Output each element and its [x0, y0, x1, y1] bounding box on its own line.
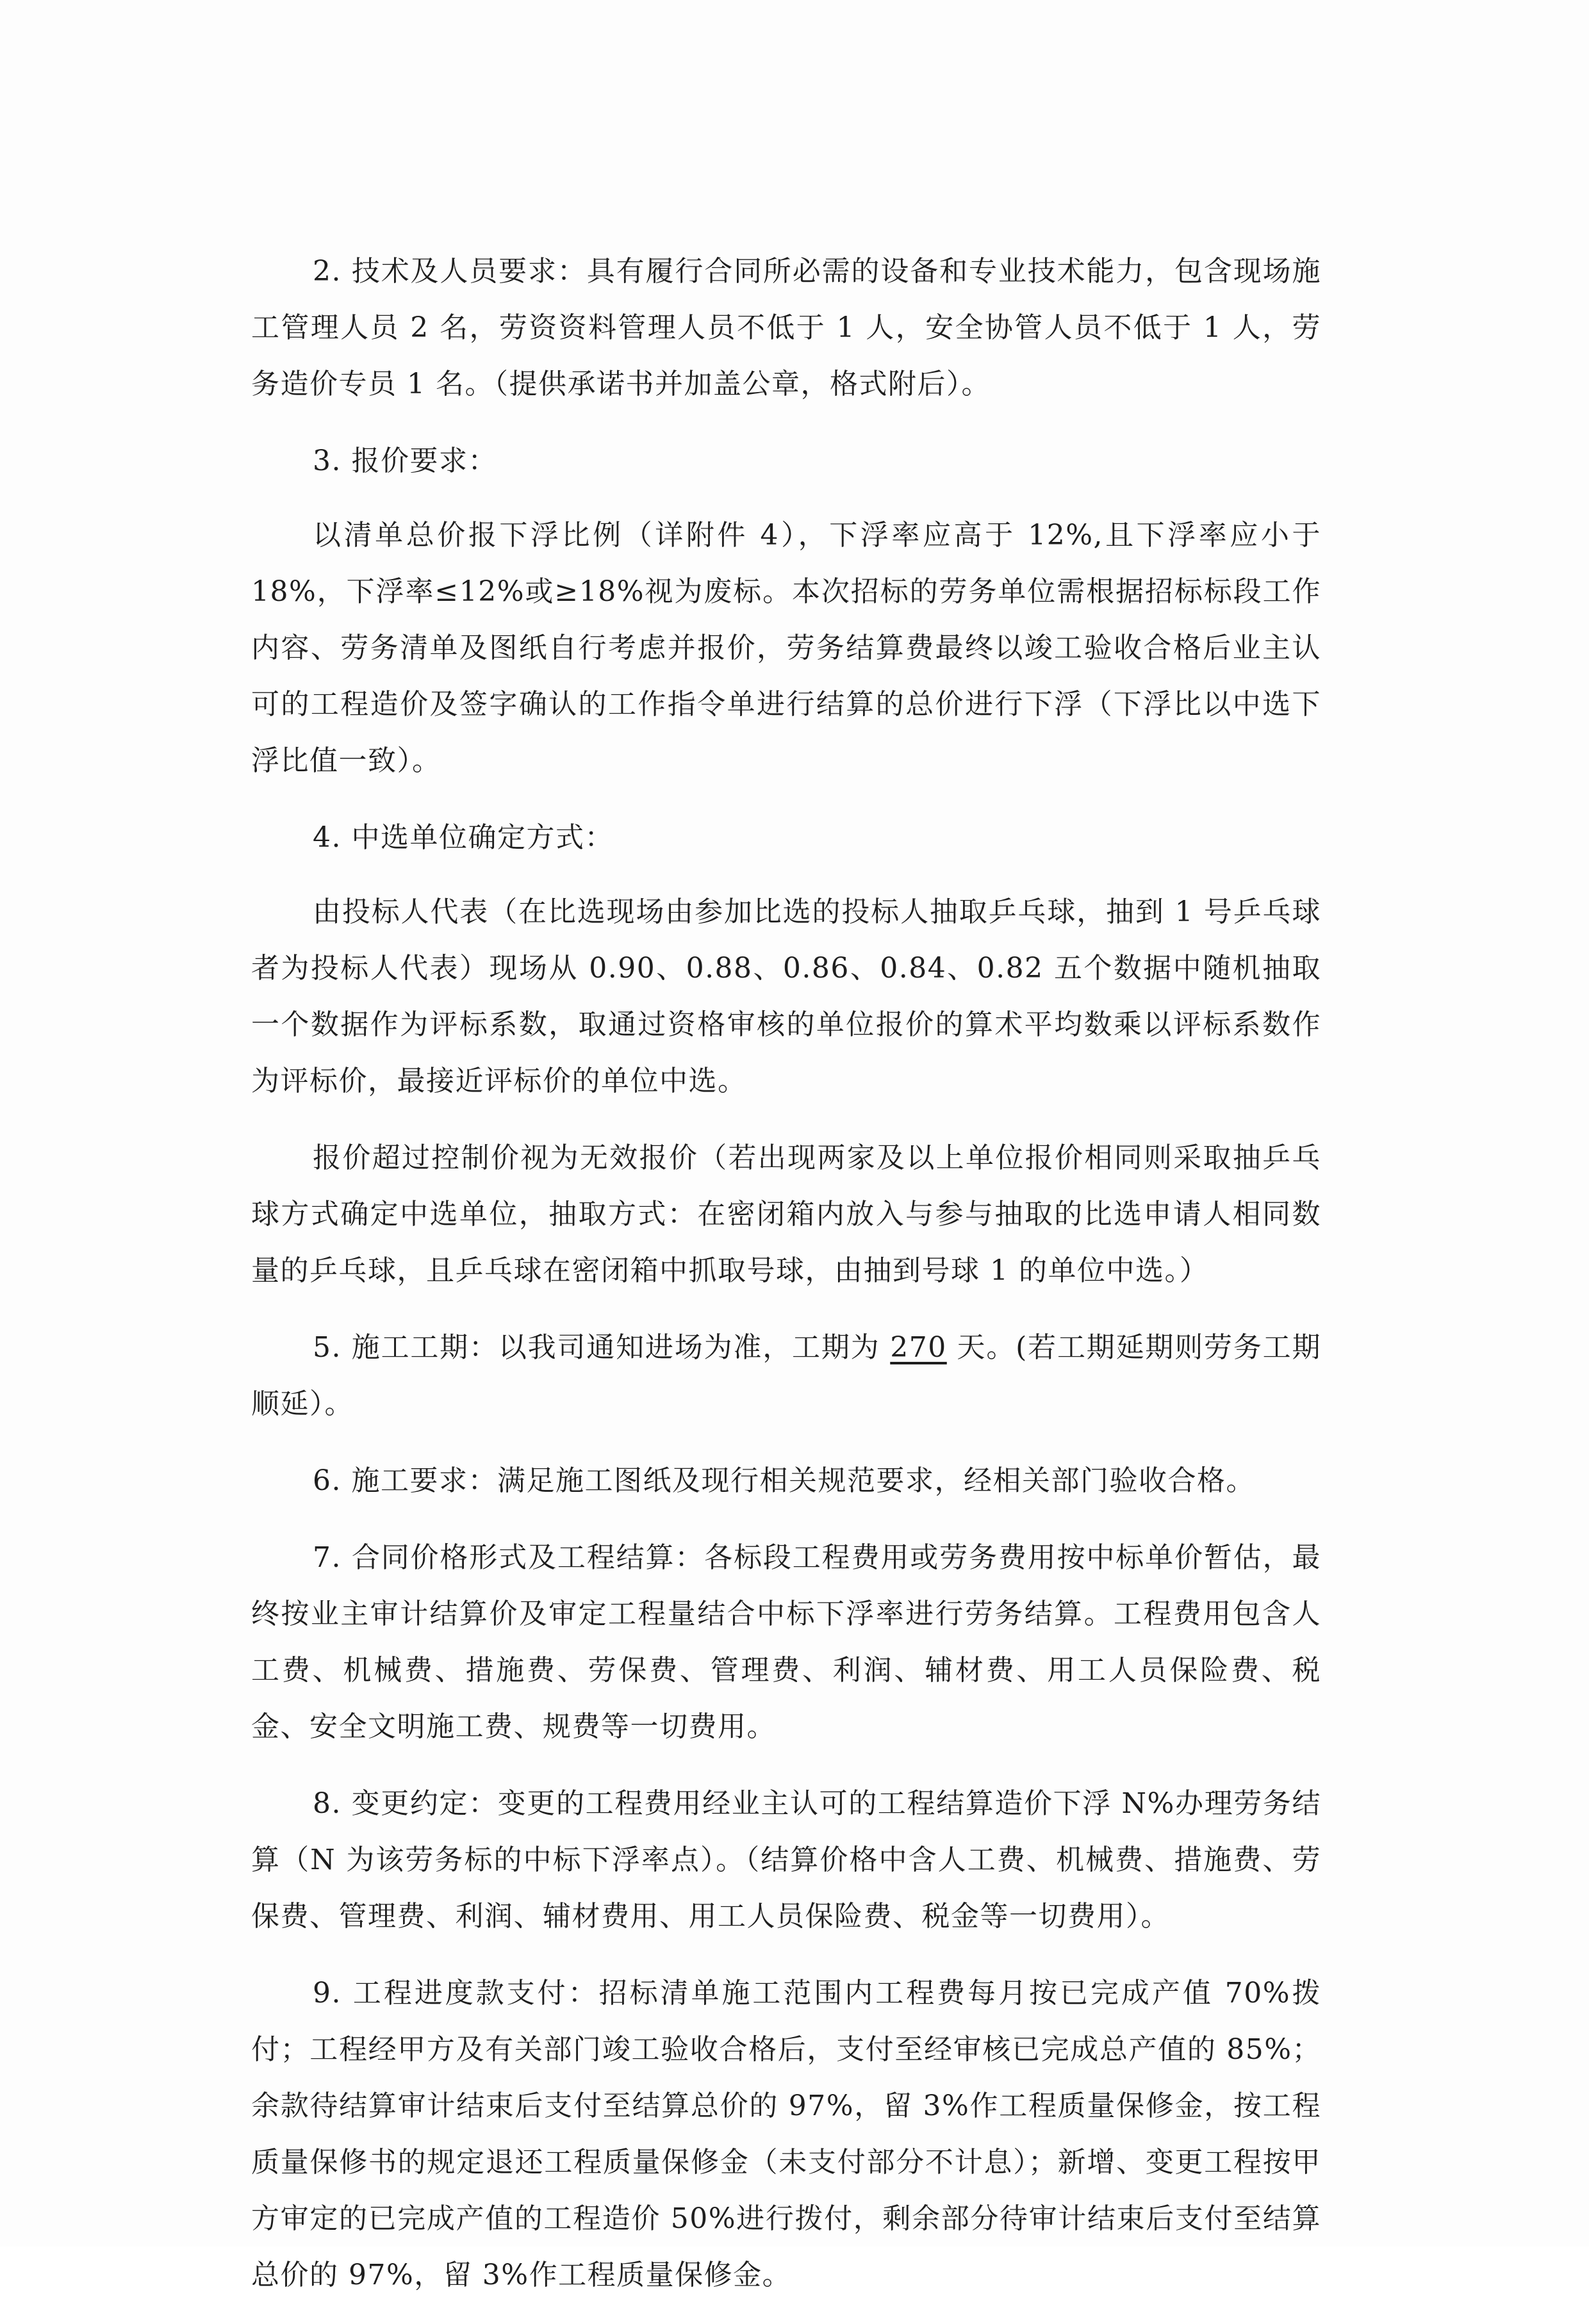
- document-body: [251, 243, 1321, 2324]
- construction-period-text-before: 5. 施工工期：以我司通知进场为准，工期为: [313, 1331, 891, 1364]
- paragraph-technical-personnel: 2. 技术及人员要求：具有履行合同所必需的设备和专业技术能力，包含现场施工管理人员 2 名，劳资资料管理人员不低于 1 人，安全协管人员不低于 1 人，劳务造价专员 1 名。（提供承诺书并加盖公章，格式附后）。: [251, 255, 1321, 400]
- construction-period-text-after: 天。(若工期延期则劳务工期顺延）。: [251, 1331, 1322, 1420]
- paragraph-selection-method: 由投标人代表（在比选现场由参加比选的投标人抽取乒乓球，抽到 1 号乒乓球者为投标人代表）现场从 0.90、0.88、0.86、0.84、0.82 五个数据中随机抽取一个数据作为评标系数，取通过资格审核的单位报价的算术平均数乘以评标系数作为评标价，最接近评标价的单位中选。: [251, 896, 1321, 1097]
- heading-quotation-requirements: 3. 报价要求：: [313, 445, 497, 477]
- paragraph-construction-period: [251, 1320, 1321, 1432]
- paragraph-construction-requirements: 6. 施工要求：满足施工图纸及现行相关规范要求，经相关部门验收合格。: [313, 1464, 1255, 1497]
- paragraph-change-agreement: 8. 变更约定：变更的工程费用经业主认可的工程结算造价下浮 N%办理劳务结算（N 为该劳务标的中标下浮率点）。（结算价格中含人工费、机械费、措施费、劳保费、管理费、利润、辅材费用、用工人员保险费、税金等一切费用）。: [251, 1787, 1321, 1933]
- construction-period-days: 270: [890, 1331, 947, 1364]
- paragraph-progress-payment: 9. 工程进度款支付：招标清单施工范围内工程费每月按已完成产值 70%拨付；工程经甲方及有关部门竣工验收合格后，支付至经审核已完成总产值的 85%；余款待结算审计结束后支付至结算总价的 97%，留 3%作工程质量保修金，按工程质量保修书的规定退还工程质量保修金（未支付部分不计息）；新增、变更工程按甲方审定的已完成产值的工程造价 50%进行拨付，剩余部分待审计结束后支付至结算总价的 97%，留 3%作工程质量保修金。: [251, 1977, 1321, 2291]
- paragraph-contract-price-settlement: 7. 合同价格形式及工程结算：各标段工程费用或劳务费用按中标单价暂估，最终按业主审计结算价及审定工程量结合中标下浮率进行劳务结算。工程费用包含人工费、机械费、措施费、劳保费、管理费、利润、辅材费、用工人员保险费、税金、安全文明施工费、规费等一切费用。: [251, 1541, 1321, 1743]
- paragraph-quotation-requirements: 以清单总价报下浮比例（详附件 4），下浮率应高于 12%,且下浮率应小于 18%，下浮率≤12%或≥18%视为废标。本次招标的劳务单位需根据招标标段工作内容、劳务清单及图纸自行考虑并报价，劳务结算费最终以竣工验收合格后业主认可的工程造价及签字确认的工作指令单进行结算的总价进行下浮（下浮比以中选下浮比值一致）。: [251, 519, 1321, 777]
- paragraph-invalid-quotation: 报价超过控制价视为无效报价（若出现两家及以上单位报价相同则采取抽乒乓球方式确定中选单位，抽取方式：在密闭箱内放入与参与抽取的比选申请人相同数量的乒乓球，且乒乓球在密闭箱中抓取号球，由抽到号球 1 的单位中选。）: [251, 1142, 1321, 1287]
- heading-selection-method: 4. 中选单位确定方式：: [313, 821, 614, 854]
